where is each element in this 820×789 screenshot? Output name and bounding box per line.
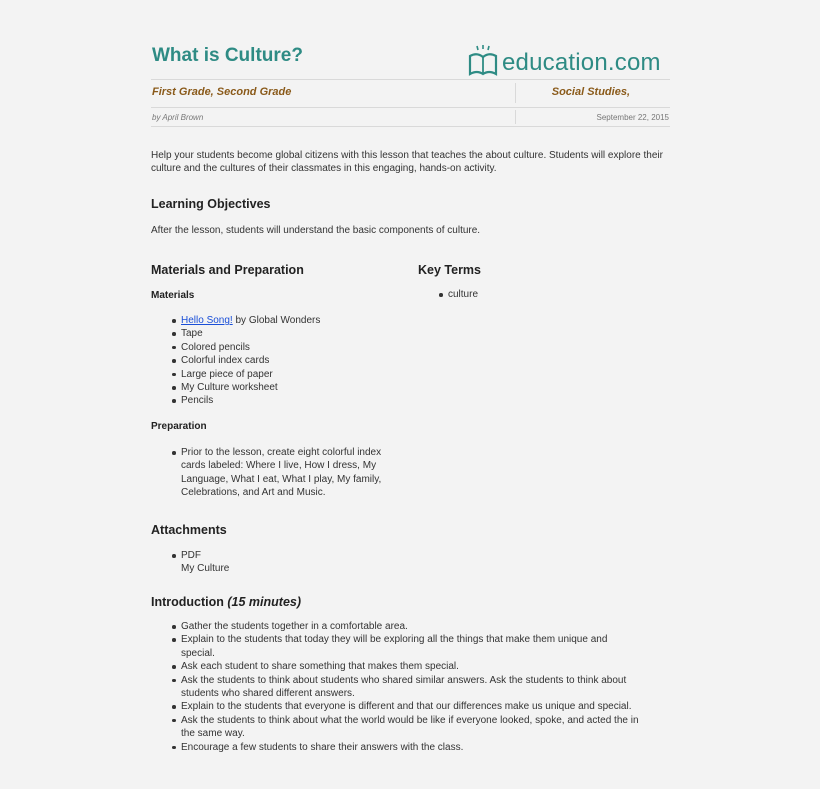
key-terms-heading: Key Terms <box>418 263 481 277</box>
subject: Social Studies, <box>551 86 630 98</box>
introduction-duration: (15 minutes) <box>227 595 302 609</box>
list-item: Explain to the students that everyone is different and that our differences make us unique and special. <box>171 700 681 713</box>
list-item: Gather the students together in a comfortable area. <box>171 620 681 633</box>
list-item: Hello Song! by Global Wonders <box>171 314 401 327</box>
publish-date: September 22, 2015 <box>596 113 669 122</box>
attachment-name[interactable]: My Culture <box>181 563 230 575</box>
introduction-steps <box>171 620 681 754</box>
objectives-text: After the lesson, students will understand the basic components of culture. <box>151 225 481 236</box>
author: by April Brown <box>152 113 204 122</box>
list-item: Encourage a few students to share their answers with the class. <box>171 741 681 754</box>
page-title: What is Culture? <box>152 45 303 66</box>
materials-preparation-heading: Materials and Preparation <box>151 263 304 277</box>
list-item: Colorful index cards <box>171 354 401 367</box>
list-item: Colored pencils <box>171 341 401 354</box>
preparation-subheading: Preparation <box>151 421 207 432</box>
list-item: Prior to the lesson, create eight colorful index cards labeled: Where I live, How I dress, My Language, What I eat, What I play, My family, Celebrations, and Art and Music. <box>171 446 411 500</box>
list-item: Large piece of paper <box>171 368 401 381</box>
hello-song-link[interactable]: Hello Song! <box>181 315 233 326</box>
education-logo[interactable] <box>466 42 661 76</box>
list-item: Pencils <box>171 394 401 407</box>
lesson-summary: Help your students become global citizens with this lesson that teaches the about culture. Students will explore their culture and the cultures of their classmates in this engaging, hands-on activity. <box>151 150 663 174</box>
list-item: Explain to the students that today they will be exploring all the things that make them unique and special. <box>171 633 681 660</box>
attachments-list <box>171 549 371 576</box>
header-divider <box>151 79 670 80</box>
materials-list <box>171 314 401 408</box>
key-terms-list <box>438 288 638 301</box>
list-item: Ask each student to share something that makes them special. <box>171 660 681 673</box>
preparation-list <box>171 446 411 500</box>
objectives-heading: Learning Objectives <box>151 197 271 211</box>
list-item: Tape <box>171 327 401 340</box>
list-item: Ask the students to think about what the world would be like if everyone looked, spoke, and acted the in the same way. <box>171 714 681 741</box>
attachments-heading: Attachments <box>151 523 227 537</box>
byline-divider <box>515 110 516 124</box>
book-logo-icon <box>466 44 500 76</box>
logo-wordmark: education.com <box>502 49 661 76</box>
list-item: My Culture worksheet <box>171 381 401 394</box>
list-item: culture <box>438 288 638 301</box>
meta-divider <box>515 83 516 103</box>
attachment-type: PDF <box>171 549 371 562</box>
grade-level: First Grade, Second Grade <box>152 86 292 98</box>
meta-divider-line <box>151 107 670 108</box>
list-item: Ask the students to think about students who shared similar answers. Ask the students to think about students who shared different answers. <box>171 674 681 701</box>
byline-divider-line <box>151 126 670 127</box>
materials-subheading: Materials <box>151 290 195 301</box>
introduction-heading: Introduction (15 minutes) <box>151 595 302 609</box>
